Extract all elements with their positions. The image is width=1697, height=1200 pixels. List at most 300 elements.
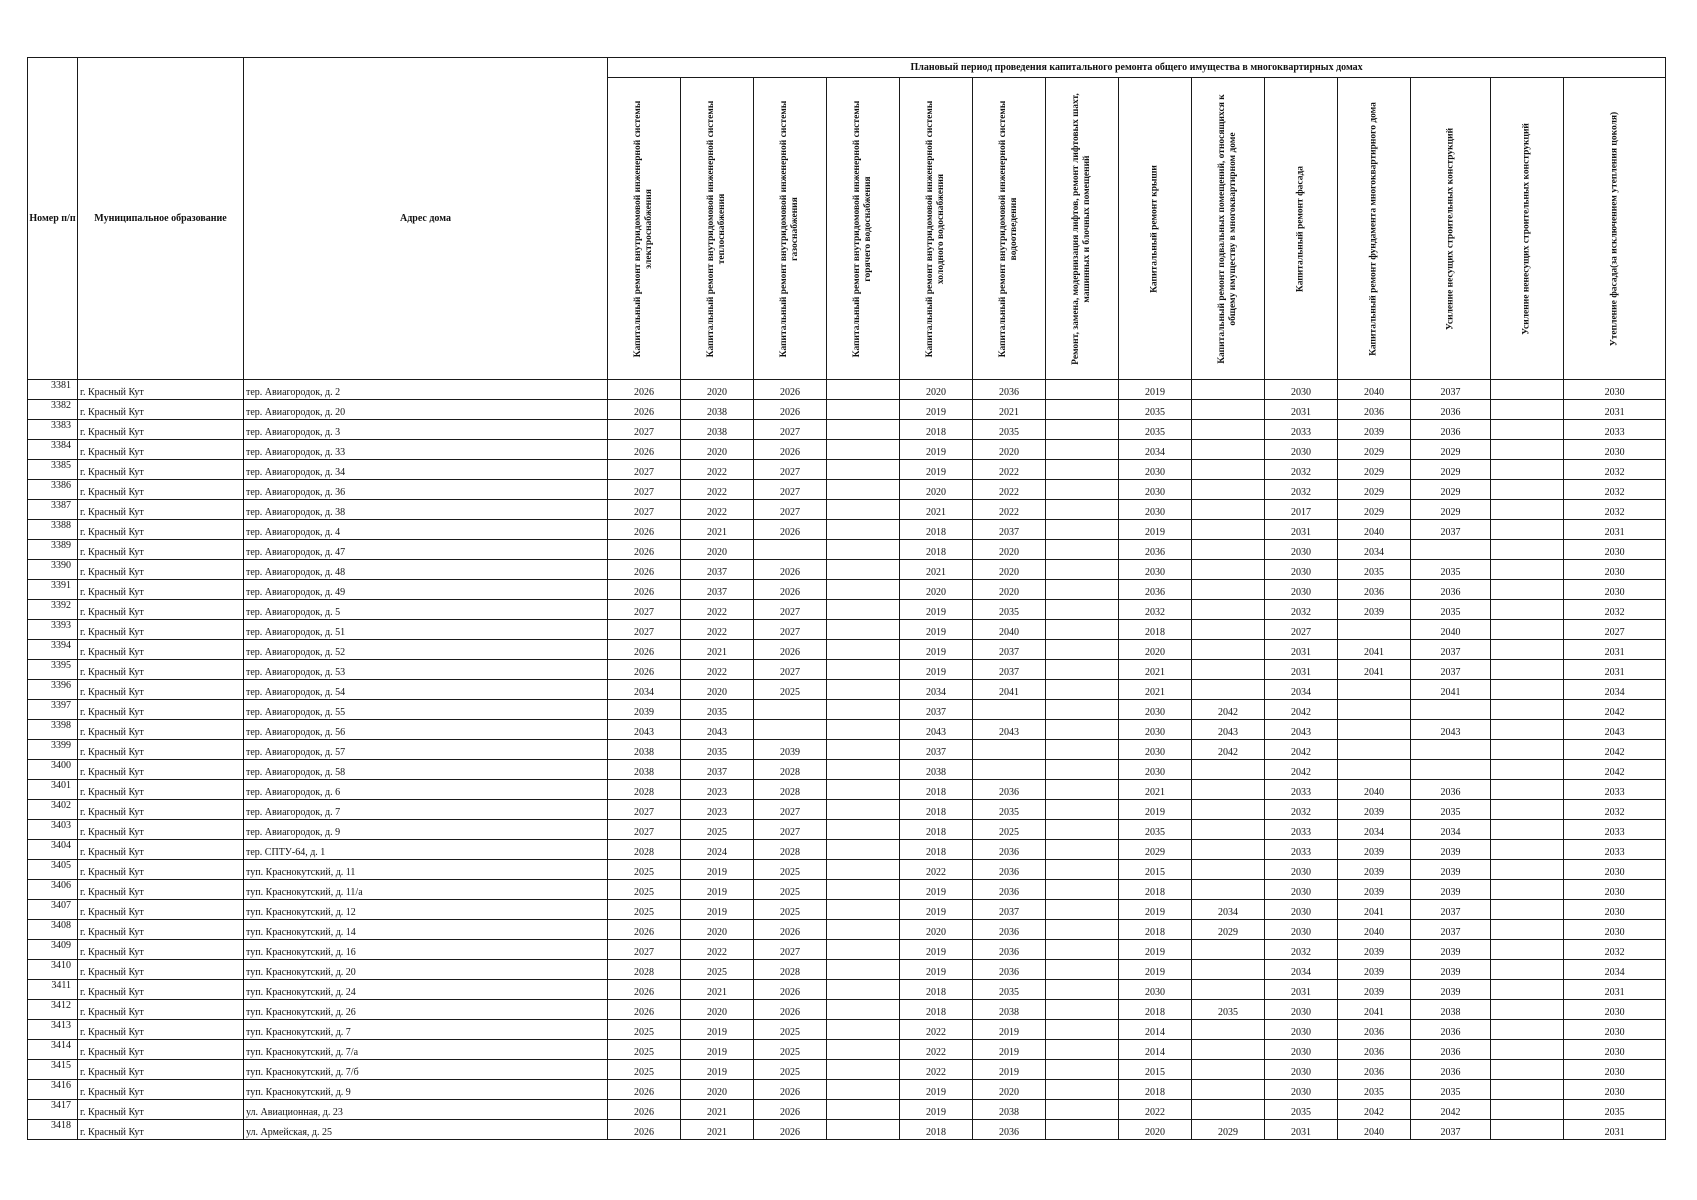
year-cell: 2042 (1265, 700, 1338, 720)
year-cell: 2026 (608, 640, 681, 660)
year-cell: 2030 (1265, 540, 1338, 560)
year-cell: 2036 (973, 880, 1046, 900)
row-number: 3386 (28, 480, 78, 500)
year-cell (1491, 1100, 1564, 1120)
table-row (28, 800, 1666, 820)
year-cell: 2035 (973, 800, 1046, 820)
municipality-cell: г. Красный Кут (78, 660, 244, 680)
municipality-cell: г. Красный Кут (78, 520, 244, 540)
year-cell: 2040 (973, 620, 1046, 640)
year-cell: 2042 (1564, 700, 1666, 720)
municipality-cell: г. Красный Кут (78, 840, 244, 860)
year-cell: 2025 (754, 1060, 827, 1080)
year-cell (1411, 760, 1491, 780)
year-cell: 2026 (754, 1120, 827, 1140)
year-cell (1192, 400, 1265, 420)
year-cell: 2025 (973, 820, 1046, 840)
year-cell: 2018 (900, 1120, 973, 1140)
year-cell (1192, 480, 1265, 500)
year-cell (1491, 980, 1564, 1000)
year-cell: 2030 (1564, 920, 1666, 940)
year-cell: 2026 (608, 540, 681, 560)
year-cell (1192, 560, 1265, 580)
year-cell: 2037 (1411, 920, 1491, 940)
year-cell (1046, 380, 1119, 400)
year-cell: 2025 (608, 880, 681, 900)
year-cell: 2037 (1411, 380, 1491, 400)
year-cell: 2030 (1119, 980, 1192, 1000)
year-cell (827, 640, 900, 660)
municipality-cell: г. Красный Кут (78, 700, 244, 720)
address-cell: туп. Краснокутский, д. 26 (244, 1000, 608, 1020)
municipality-cell: г. Красный Кут (78, 880, 244, 900)
address-cell: туп. Краснокутский, д. 20 (244, 960, 608, 980)
year-cell: 2031 (1564, 640, 1666, 660)
municipality-cell: г. Красный Кут (78, 500, 244, 520)
year-cell: 2027 (608, 940, 681, 960)
year-cell: 2039 (1338, 880, 1411, 900)
year-cell: 2037 (681, 580, 754, 600)
year-cell (1046, 660, 1119, 680)
year-cell: 2021 (1119, 780, 1192, 800)
year-cell (1046, 1100, 1119, 1120)
year-cell: 2027 (754, 820, 827, 840)
row-number: 3413 (28, 1020, 78, 1040)
year-cell (1491, 460, 1564, 480)
year-cell: 2036 (1411, 420, 1491, 440)
table-row (28, 940, 1666, 960)
year-cell (1192, 440, 1265, 460)
year-cell (1192, 660, 1265, 680)
municipality-cell: г. Красный Кут (78, 480, 244, 500)
year-cell (827, 940, 900, 960)
year-cell: 2033 (1564, 420, 1666, 440)
year-cell (1491, 720, 1564, 740)
year-cell (827, 1100, 900, 1120)
year-cell (827, 960, 900, 980)
year-cell: 2026 (754, 1000, 827, 1020)
year-cell: 2014 (1119, 1020, 1192, 1040)
year-cell: 2031 (1564, 400, 1666, 420)
year-cell: 2027 (754, 420, 827, 440)
year-cell: 2020 (681, 440, 754, 460)
year-cell (1491, 500, 1564, 520)
year-cell: 2029 (1411, 500, 1491, 520)
year-cell: 2019 (900, 440, 973, 460)
year-cell: 2031 (1265, 660, 1338, 680)
header-work-label: Капитальный ремонт внутридомовой инженерной системы теплоснабжения (706, 100, 727, 357)
year-cell: 2041 (1338, 1000, 1411, 1020)
year-cell (1491, 700, 1564, 720)
year-cell: 2039 (1411, 840, 1491, 860)
address-cell: тер. Авиагородок, д. 57 (244, 740, 608, 760)
row-number: 3393 (28, 620, 78, 640)
year-cell (1491, 1000, 1564, 1020)
year-cell (827, 560, 900, 580)
year-cell: 2018 (900, 1000, 973, 1020)
year-cell (1192, 380, 1265, 400)
year-cell (1491, 780, 1564, 800)
year-cell (1491, 640, 1564, 660)
header-work-4 (827, 78, 900, 380)
year-cell: 2037 (1411, 900, 1491, 920)
address-cell: тер. Авиагородок, д. 34 (244, 460, 608, 480)
year-cell: 2043 (1265, 720, 1338, 740)
year-cell: 2035 (1119, 400, 1192, 420)
year-cell: 2036 (973, 940, 1046, 960)
year-cell: 2037 (1411, 660, 1491, 680)
year-cell: 2039 (754, 740, 827, 760)
year-cell: 2036 (973, 920, 1046, 940)
table-row (28, 420, 1666, 440)
year-cell: 2033 (1265, 780, 1338, 800)
year-cell: 2022 (973, 460, 1046, 480)
header-work-label: Капитальный ремонт внутридомовой инженерной системы водоотведения (998, 100, 1019, 357)
header-work-8 (1119, 78, 1192, 380)
year-cell: 2026 (754, 580, 827, 600)
municipality-cell: г. Красный Кут (78, 1120, 244, 1140)
year-cell (827, 720, 900, 740)
municipality-cell: г. Красный Кут (78, 580, 244, 600)
year-cell: 2022 (681, 940, 754, 960)
year-cell: 2018 (1119, 1000, 1192, 1020)
table-row (28, 880, 1666, 900)
year-cell (1046, 860, 1119, 880)
year-cell (1192, 940, 1265, 960)
table-row (28, 480, 1666, 500)
year-cell: 2020 (973, 540, 1046, 560)
row-number: 3403 (28, 820, 78, 840)
year-cell: 2022 (681, 480, 754, 500)
year-cell (827, 660, 900, 680)
year-cell (1046, 700, 1119, 720)
year-cell: 2026 (754, 1080, 827, 1100)
year-cell: 2037 (973, 520, 1046, 540)
year-cell: 2027 (608, 800, 681, 820)
address-cell: тер. Авиагородок, д. 48 (244, 560, 608, 580)
row-number: 3381 (28, 380, 78, 400)
year-cell: 2031 (1564, 980, 1666, 1000)
year-cell: 2027 (754, 600, 827, 620)
header-work-11 (1338, 78, 1411, 380)
year-cell (1046, 980, 1119, 1000)
header-work-label: Капитальный ремонт внутридомовой инженерной системы горячего водоснабжения (852, 100, 873, 357)
year-cell (1046, 880, 1119, 900)
year-cell (1046, 400, 1119, 420)
year-cell: 2024 (681, 840, 754, 860)
year-cell: 2039 (1411, 880, 1491, 900)
year-cell (1491, 400, 1564, 420)
table-row (28, 500, 1666, 520)
year-cell: 2033 (1564, 780, 1666, 800)
year-cell: 2037 (973, 900, 1046, 920)
year-cell: 2030 (1564, 380, 1666, 400)
year-cell: 2038 (608, 740, 681, 760)
table-row (28, 1100, 1666, 1120)
year-cell (1491, 880, 1564, 900)
year-cell (1046, 1080, 1119, 1100)
year-cell (1046, 720, 1119, 740)
year-cell: 2019 (900, 900, 973, 920)
year-cell (1491, 520, 1564, 540)
year-cell: 2027 (754, 620, 827, 640)
year-cell: 2020 (973, 440, 1046, 460)
year-cell (1491, 740, 1564, 760)
year-cell (1338, 760, 1411, 780)
address-cell: тер. Авиагородок, д. 49 (244, 580, 608, 600)
address-cell: туп. Краснокутский, д. 16 (244, 940, 608, 960)
year-cell (827, 860, 900, 880)
municipality-cell: г. Красный Кут (78, 860, 244, 880)
year-cell: 2029 (1411, 440, 1491, 460)
year-cell (1192, 460, 1265, 480)
year-cell: 2030 (1265, 1060, 1338, 1080)
address-cell: тер. Авиагородок, д. 6 (244, 780, 608, 800)
year-cell (827, 1040, 900, 1060)
header-work-13 (1491, 78, 1564, 380)
year-cell (1192, 780, 1265, 800)
year-cell: 2031 (1265, 1120, 1338, 1140)
table-row (28, 660, 1666, 680)
header-work-label: Усиление несущих строительных конструкций (1445, 127, 1455, 330)
year-cell: 2030 (1119, 760, 1192, 780)
year-cell: 2037 (973, 660, 1046, 680)
year-cell: 2018 (900, 800, 973, 820)
year-cell: 2020 (900, 380, 973, 400)
year-cell: 2042 (1564, 740, 1666, 760)
municipality-cell: г. Красный Кут (78, 1000, 244, 1020)
year-cell: 2034 (1338, 540, 1411, 560)
year-cell: 2019 (900, 880, 973, 900)
municipality-cell: г. Красный Кут (78, 420, 244, 440)
year-cell: 2019 (973, 1040, 1046, 1060)
year-cell: 2036 (973, 860, 1046, 880)
year-cell (1046, 600, 1119, 620)
year-cell: 2040 (1338, 520, 1411, 540)
year-cell: 2019 (681, 880, 754, 900)
year-cell: 2034 (1192, 900, 1265, 920)
address-cell: тер. Авиагородок, д. 52 (244, 640, 608, 660)
year-cell (827, 1000, 900, 1020)
row-number: 3411 (28, 980, 78, 1000)
year-cell: 2043 (1192, 720, 1265, 740)
row-number: 3394 (28, 640, 78, 660)
year-cell (1192, 620, 1265, 640)
year-cell: 2021 (900, 560, 973, 580)
year-cell: 2021 (681, 1120, 754, 1140)
year-cell: 2018 (1119, 620, 1192, 640)
year-cell: 2028 (754, 780, 827, 800)
year-cell: 2025 (608, 1060, 681, 1080)
year-cell (1046, 1020, 1119, 1040)
year-cell: 2035 (973, 420, 1046, 440)
year-cell: 2039 (1338, 800, 1411, 820)
year-cell: 2018 (900, 420, 973, 440)
year-cell: 2022 (900, 1060, 973, 1080)
address-cell: туп. Краснокутский, д. 9 (244, 1080, 608, 1100)
year-cell (1192, 420, 1265, 440)
municipality-cell: г. Красный Кут (78, 1020, 244, 1040)
year-cell: 2022 (900, 1040, 973, 1060)
table-row (28, 760, 1666, 780)
year-cell: 2019 (1119, 960, 1192, 980)
row-number: 3384 (28, 440, 78, 460)
row-number: 3398 (28, 720, 78, 740)
municipality-cell: г. Красный Кут (78, 560, 244, 580)
year-cell: 2030 (1265, 1040, 1338, 1060)
municipality-cell: г. Красный Кут (78, 920, 244, 940)
year-cell (1192, 1080, 1265, 1100)
year-cell: 2020 (973, 580, 1046, 600)
table-row (28, 820, 1666, 840)
year-cell (827, 700, 900, 720)
year-cell: 2029 (1338, 500, 1411, 520)
year-cell: 2015 (1119, 860, 1192, 880)
year-cell: 2037 (1411, 1120, 1491, 1140)
municipality-cell: г. Красный Кут (78, 940, 244, 960)
year-cell: 2029 (1338, 480, 1411, 500)
year-cell: 2025 (754, 1020, 827, 1040)
year-cell: 2032 (1265, 800, 1338, 820)
year-cell: 2027 (608, 420, 681, 440)
table-row (28, 640, 1666, 660)
year-cell: 2030 (1265, 1080, 1338, 1100)
year-cell: 2036 (1411, 1040, 1491, 1060)
year-cell: 2035 (1411, 600, 1491, 620)
year-cell: 2039 (1338, 940, 1411, 960)
year-cell: 2037 (1411, 640, 1491, 660)
year-cell (1046, 1000, 1119, 1020)
year-cell: 2030 (1119, 480, 1192, 500)
address-cell: туп. Краснокутский, д. 7/а (244, 1040, 608, 1060)
year-cell: 2019 (900, 1080, 973, 1100)
year-cell: 2031 (1265, 980, 1338, 1000)
year-cell: 2030 (1265, 580, 1338, 600)
year-cell (827, 1020, 900, 1040)
year-cell (1491, 620, 1564, 640)
year-cell: 2028 (754, 840, 827, 860)
row-number: 3416 (28, 1080, 78, 1100)
municipality-cell: г. Красный Кут (78, 980, 244, 1000)
year-cell (1046, 1120, 1119, 1140)
year-cell: 2030 (1265, 880, 1338, 900)
header-work-14 (1564, 78, 1666, 380)
address-cell: тер. Авиагородок, д. 4 (244, 520, 608, 540)
year-cell: 2040 (1411, 620, 1491, 640)
year-cell: 2027 (608, 820, 681, 840)
year-cell (827, 600, 900, 620)
year-cell: 2040 (1338, 780, 1411, 800)
year-cell (827, 460, 900, 480)
year-cell: 2033 (1564, 820, 1666, 840)
year-cell: 2041 (1411, 680, 1491, 700)
year-cell (1491, 1020, 1564, 1040)
year-cell: 2025 (754, 900, 827, 920)
address-cell: ул. Авиационная, д. 23 (244, 1100, 608, 1120)
year-cell: 2041 (1338, 900, 1411, 920)
table-row (28, 620, 1666, 640)
municipality-cell: г. Красный Кут (78, 780, 244, 800)
table-row (28, 380, 1666, 400)
year-cell: 2037 (900, 740, 973, 760)
year-cell: 2033 (1265, 820, 1338, 840)
year-cell: 2029 (1411, 460, 1491, 480)
address-cell: туп. Краснокутский, д. 7 (244, 1020, 608, 1040)
municipality-cell: г. Красный Кут (78, 380, 244, 400)
year-cell: 2030 (1564, 440, 1666, 460)
header-work-9 (1192, 78, 1265, 380)
year-cell (1491, 920, 1564, 940)
table-row (28, 600, 1666, 620)
year-cell (973, 740, 1046, 760)
year-cell: 2025 (681, 820, 754, 840)
year-cell: 2036 (1411, 1020, 1491, 1040)
year-cell (754, 720, 827, 740)
municipality-cell: г. Красный Кут (78, 820, 244, 840)
year-cell (1192, 1040, 1265, 1060)
year-cell: 2035 (1338, 560, 1411, 580)
table-row (28, 400, 1666, 420)
year-cell: 2039 (1338, 840, 1411, 860)
year-cell: 2019 (900, 940, 973, 960)
year-cell (1192, 500, 1265, 520)
year-cell: 2036 (1411, 780, 1491, 800)
year-cell: 2037 (1411, 520, 1491, 540)
header-work-label: Усиление ненесущих строительных конструкций (1521, 122, 1532, 335)
year-cell (1192, 1020, 1265, 1040)
header-work-label: Капитальный ремонт фасада (1295, 165, 1306, 292)
year-cell (827, 1080, 900, 1100)
year-cell (1046, 760, 1119, 780)
year-cell: 2032 (1564, 480, 1666, 500)
year-cell: 2042 (1338, 1100, 1411, 1120)
year-cell (1491, 480, 1564, 500)
header-work-label: Ремонт, замена, модернизация лифтов, ремонт лифтовых шахт, машинных и блочных помещений (1071, 92, 1092, 365)
row-number: 3385 (28, 460, 78, 480)
year-cell (1046, 480, 1119, 500)
year-cell: 2019 (1119, 520, 1192, 540)
address-cell: туп. Краснокутский, д. 11/а (244, 880, 608, 900)
year-cell (1192, 800, 1265, 820)
year-cell: 2034 (608, 680, 681, 700)
row-number: 3383 (28, 420, 78, 440)
year-cell: 2025 (608, 1020, 681, 1040)
row-number: 3382 (28, 400, 78, 420)
year-cell: 2026 (608, 920, 681, 940)
address-cell: тер. Авиагородок, д. 20 (244, 400, 608, 420)
year-cell (827, 420, 900, 440)
year-cell: 2040 (1338, 1120, 1411, 1140)
address-cell: тер. Авиагородок, д. 56 (244, 720, 608, 740)
year-cell: 2022 (681, 460, 754, 480)
year-cell: 2019 (681, 1060, 754, 1080)
year-cell: 2035 (1119, 420, 1192, 440)
address-cell: тер. Авиагородок, д. 33 (244, 440, 608, 460)
year-cell: 2036 (973, 960, 1046, 980)
year-cell (1491, 660, 1564, 680)
year-cell: 2026 (608, 1080, 681, 1100)
year-cell: 2020 (1119, 640, 1192, 660)
table-row (28, 1080, 1666, 1100)
year-cell: 2036 (1119, 540, 1192, 560)
year-cell (827, 440, 900, 460)
year-cell (1046, 580, 1119, 600)
municipality-cell: г. Красный Кут (78, 900, 244, 920)
year-cell: 2021 (681, 1100, 754, 1120)
address-cell: тер. Авиагородок, д. 47 (244, 540, 608, 560)
address-cell: тер. Авиагородок, д. 3 (244, 420, 608, 440)
year-cell: 2026 (754, 920, 827, 940)
